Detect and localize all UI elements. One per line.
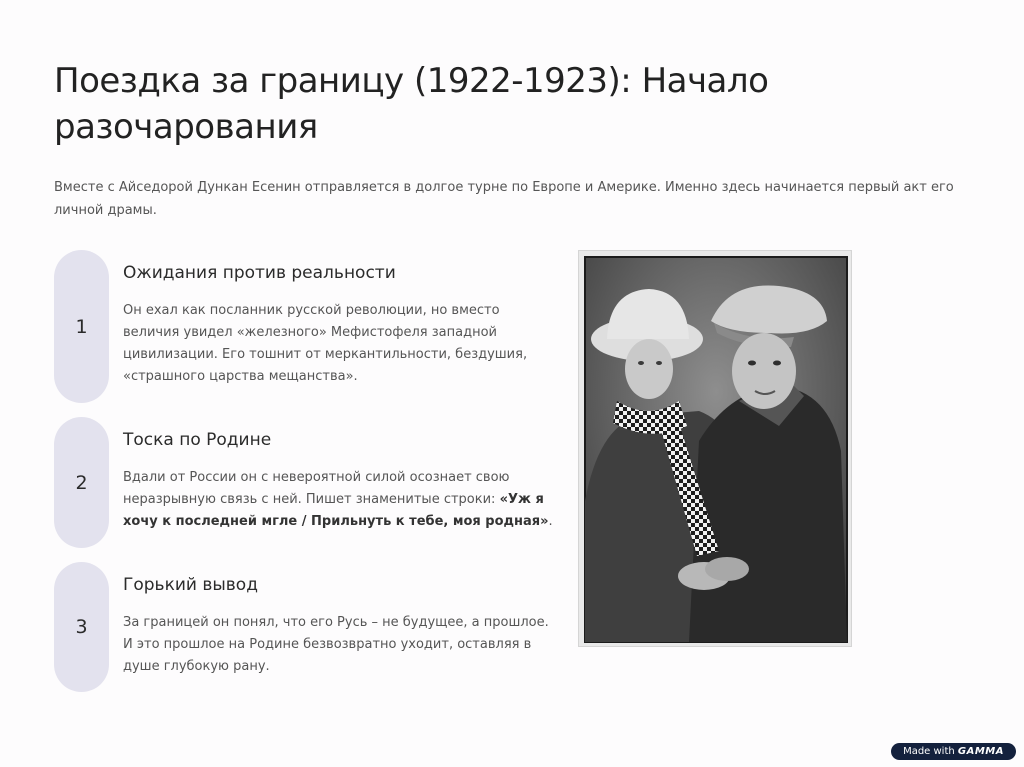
made-with-gamma-badge[interactable] xyxy=(891,743,1016,760)
step-heading: Тоска по Родине xyxy=(123,430,272,450)
step-3 xyxy=(54,562,554,692)
photo-illustration xyxy=(579,251,852,647)
step-heading: Горький вывод xyxy=(123,575,258,595)
step-2 xyxy=(54,417,554,548)
historical-photo xyxy=(578,250,852,647)
step-heading: Ожидания против реальности xyxy=(123,263,396,283)
intro-text: Вместе с Айседорой Дункан Есенин отправляется в долгое турне по Европе и Америке. Именно здесь начинается первый акт его личной драмы. xyxy=(54,180,954,218)
step-text-plain: Вдали от России он с невероятной силой осознает свою неразрывную связь с ней. Пишет знаменитые строки: xyxy=(123,470,510,507)
step-number-badge: 3 xyxy=(54,562,109,692)
step-text xyxy=(123,467,553,533)
page-title: Поездка за границу (1922-1923): Начало разочарования xyxy=(54,61,769,147)
step-text: За границей он понял, что его Русь – не будущее, а прошлое. И это прошлое на Родине безвозвратно уходит, оставляя в душе глубокую рану. xyxy=(123,615,549,674)
step-number-badge: 2 xyxy=(54,417,109,548)
gamma-logo: GAMMA xyxy=(957,746,1004,757)
step-number-badge: 1 xyxy=(54,250,109,403)
poem-quote: «Уж я хочу к последней мгле / Прильнуть к тебе, моя родная» xyxy=(123,492,549,529)
step-text: Он ехал как посланник русской революции, но вместо величия увидел «железного» Мефистофеля западной цивилизации. Его тошнит от меркантильности, бездушия, «страшного царства мещанства». xyxy=(123,303,528,384)
badge-prefix: Made with xyxy=(903,746,955,757)
step-text-end: . xyxy=(548,514,553,529)
step-1 xyxy=(54,250,554,403)
